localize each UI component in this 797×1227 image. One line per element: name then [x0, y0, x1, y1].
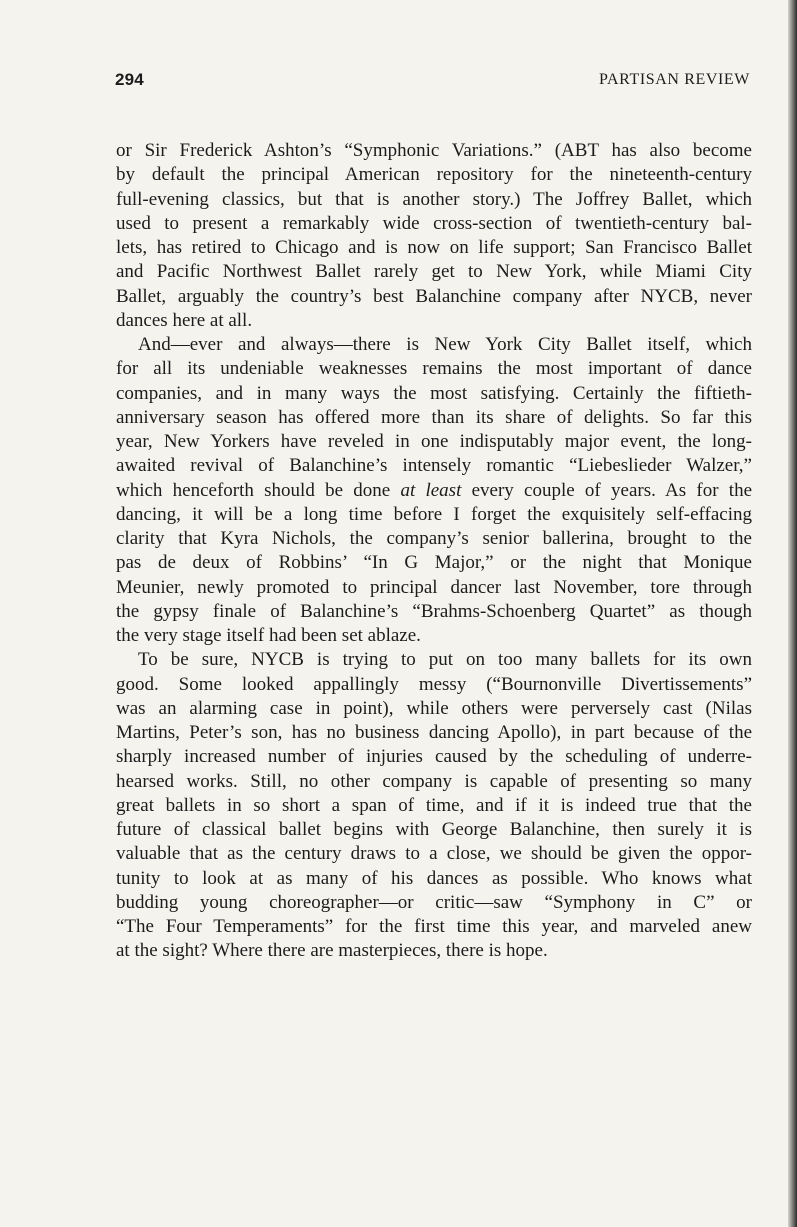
text-segment: which henceforth should be done [116, 479, 391, 501]
text-line: or Sir Frederick Ashton’s “Symphonic Variations.” (ABT has also become [116, 140, 752, 161]
text-line: the gypsy finale of Balanchine’s “Brahms-Schoenberg Quartet” as though [116, 600, 752, 622]
emphasized-text: at least [400, 479, 462, 501]
text-line: and Pacific Northwest Ballet rarely get to New York, while Miami City [116, 261, 752, 283]
text-line: by default the principal American repository for the nineteenth-century [116, 164, 752, 186]
text-line: good. Some looked appallingly messy (“Bournonville Divertissements” [116, 673, 752, 695]
article-body [116, 139, 752, 964]
text-line: used to present a remarkably wide cross-section of twentieth-century bal- [116, 212, 752, 234]
text-line: anniversary season has offered more than its share of delights. So far this [116, 406, 752, 428]
text-line: year, New Yorkers have reveled in one indisputably major event, the long- [116, 431, 752, 452]
text-line: companies, and in many ways the most satisfying. Certainly the fiftieth- [116, 382, 752, 404]
text-segment: every couple of years. As for the [471, 479, 752, 501]
text-line: Martins, Peter’s son, has no business dancing Apollo), in part because of the [116, 722, 752, 743]
text-line: pas de deux of Robbins’ “In G Major,” or the night that Monique [116, 552, 752, 574]
text-line: sharply increased number of injuries caused by the scheduling of underre- [116, 746, 752, 768]
text-line: hearsed works. Still, no other company is capable of presenting so many [116, 770, 752, 792]
text-line: dances here at all. [116, 309, 253, 331]
page-edge-shadow [788, 0, 797, 1227]
text-line: valuable that as the century draws to a close, we should be given the oppor- [116, 843, 752, 865]
text-line: full-evening classics, but that is another story.) The Joffrey Ballet, which [116, 188, 752, 210]
text-line: Meunier, newly promoted to principal dancer last November, tore through [116, 576, 752, 598]
text-line: Ballet, arguably the country’s best Balanchine company after NYCB, never [116, 285, 752, 307]
text-line: To be sure, NYCB is trying to put on too many ballets for its own [138, 649, 752, 671]
text-line: dancing, it will be a long time before I forget the exquisitely self-effacing [116, 503, 752, 525]
text-line: lets, has retired to Chicago and is now on life support; San Francisco Ballet [116, 237, 752, 258]
running-head [115, 70, 750, 94]
text-line: the very stage itself had been set ablaze. [116, 625, 421, 646]
text-line-with-emphasis [116, 479, 752, 503]
journal-title: PARTISAN REVIEW [598, 71, 750, 88]
text-line: And—ever and always—there is New York City Ballet itself, which [138, 334, 752, 355]
text-line: was an alarming case in point), while others were perversely cast (Nilas [116, 697, 752, 719]
page-number: 294 [115, 70, 144, 89]
text-line: for all its undeniable weaknesses remains the most important of dance [116, 358, 752, 380]
text-line: future of classical ballet begins with George Balanchine, then surely it is [116, 819, 752, 840]
text-line: tunity to look at as many of his dances as possible. Who knows what [116, 867, 752, 889]
text-line: budding young choreographer—or critic—saw “Symphony in C” or [116, 891, 752, 913]
text-line: awaited revival of Balanchine’s intensely romantic “Liebeslieder Walzer,” [116, 455, 752, 477]
text-line: great ballets in so short a span of time, and if it is indeed true that the [116, 794, 752, 816]
text-line: clarity that Kyra Nichols, the company’s senior ballerina, brought to the [116, 528, 752, 549]
text-line: at the sight? Where there are masterpieces, there is hope. [116, 940, 548, 962]
text-line: “The Four Temperaments” for the first time this year, and marveled anew [116, 916, 752, 937]
